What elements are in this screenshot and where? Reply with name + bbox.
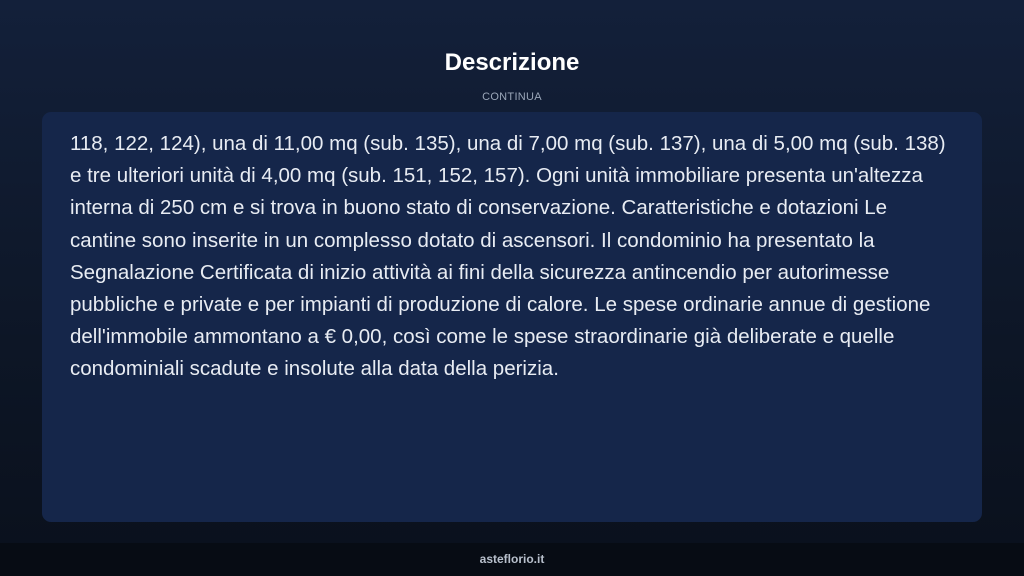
page-header [0, 46, 1024, 104]
page-title: Descrizione [444, 49, 580, 76]
footer-bar [0, 543, 1024, 576]
description-card [42, 112, 982, 522]
page-subtitle: CONTINUA [482, 91, 542, 103]
description-text: 118, 122, 124), una di 11,00 mq (sub. 135), una di 7,00 mq (sub. 137), una di 5,00 mq (sub. 138) e tre ulteriori unità di 4,00 mq (sub. 151, 152, 157). Ogni unità immobiliare presenta un'altezza interna di 250 cm e si trova in buono stato di conservazione. Caratteristiche e dotazioni Le cantine sono inserite in un complesso dotato di ascensori. Il condominio ha presentato la Segnalazione Certificata di inizio attività ai fini della sicurezza antincendio per autorimesse pubbliche e private e per impianti di produzione di calore. Le spese ordinarie annue di gestione dell'immobile ammontano a € 0,00, così come le spese straordinarie già deliberate e quelle condominiali scadute e insolute alla data della perizia. [70, 132, 946, 381]
footer-site-label: asteflorio.it [479, 552, 545, 566]
